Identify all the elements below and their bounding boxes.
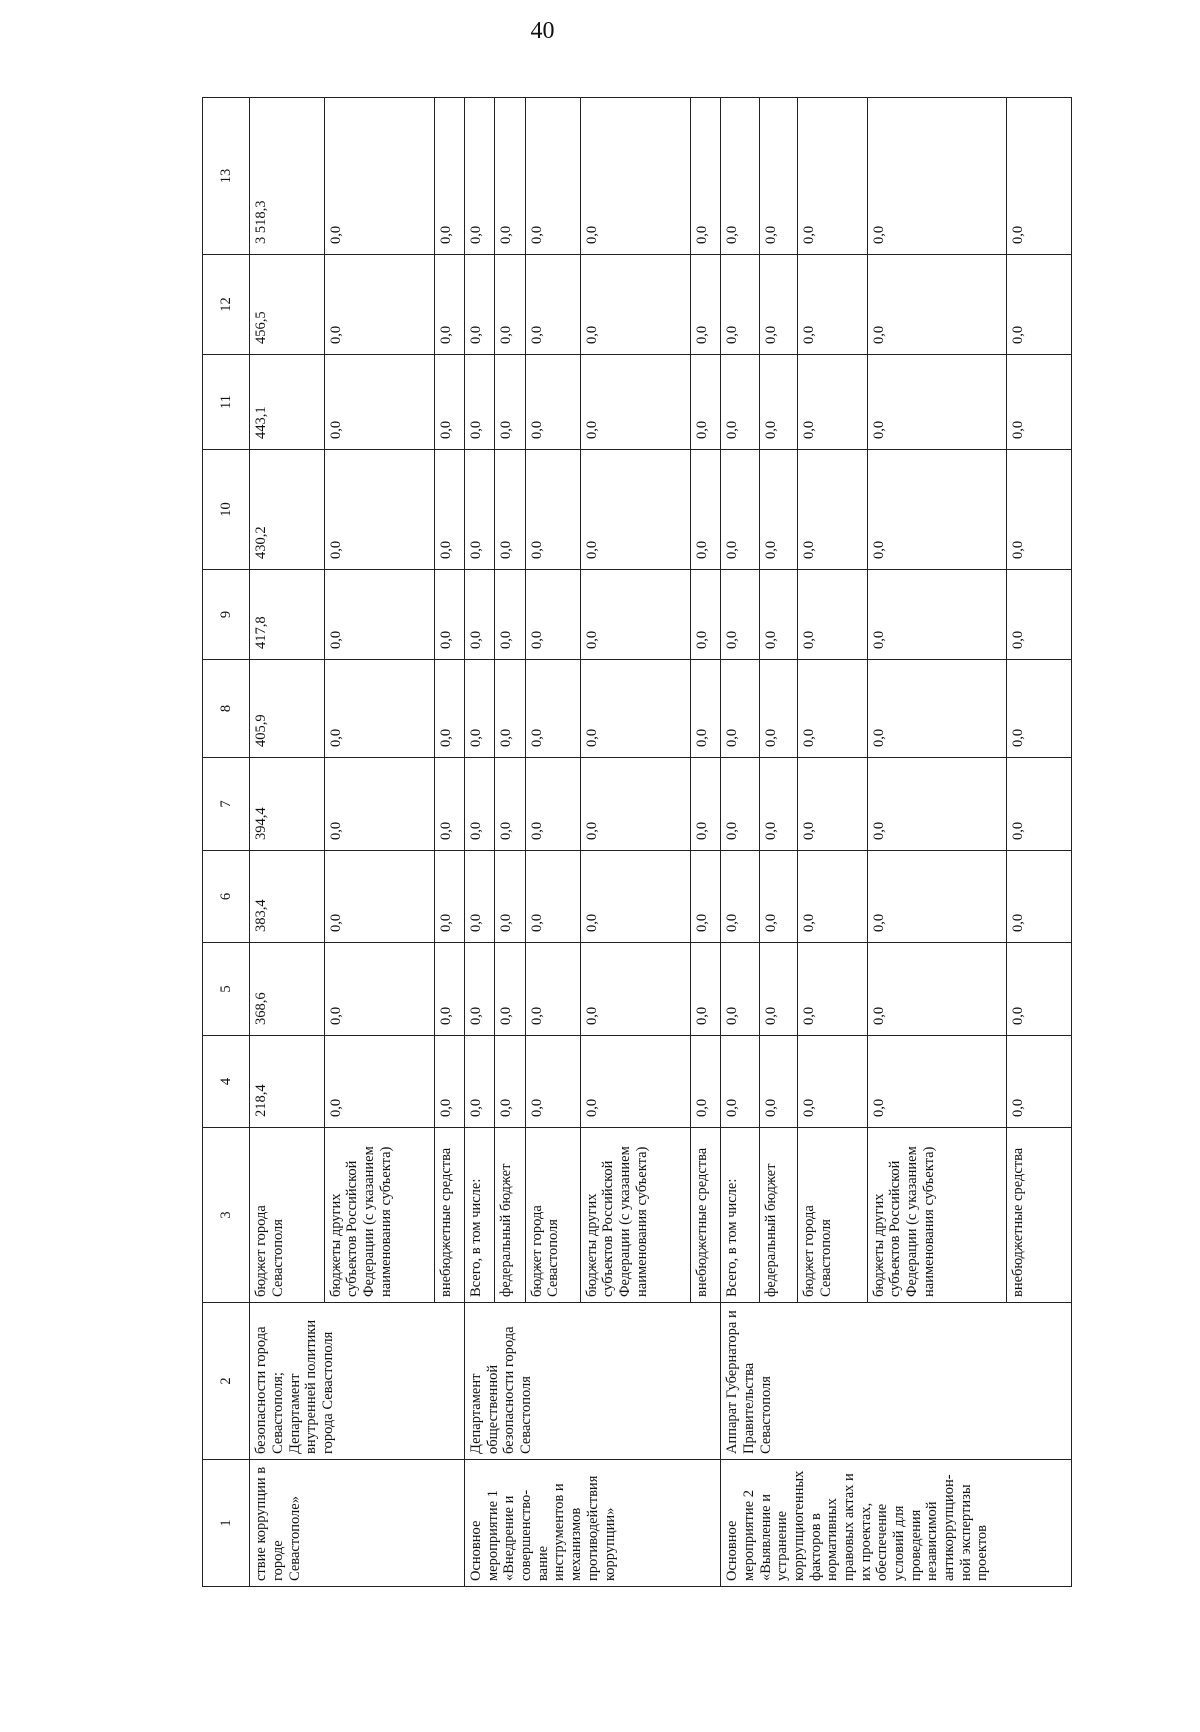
amount-cell: 0,0 [759, 851, 797, 943]
amount-cell: 0,0 [495, 355, 525, 450]
amount-cell: 0,0 [867, 758, 1006, 851]
page-number: 40 [530, 18, 555, 44]
amount-cell: 0,0 [580, 355, 690, 450]
amount-cell: 383,4 [250, 851, 324, 943]
amount-cell: 417,8 [250, 570, 324, 660]
amount-cell: 0,0 [797, 450, 867, 570]
amount-cell: 0,0 [1007, 98, 1072, 255]
amount-cell: 0,0 [525, 450, 580, 570]
amount-cell: 0,0 [759, 255, 797, 355]
column-number-1: 1 [203, 1460, 250, 1587]
amount-cell: 0,0 [465, 851, 495, 943]
amount-cell: 0,0 [580, 98, 690, 255]
header-row [203, 98, 250, 1587]
amount-cell: 0,0 [434, 758, 464, 851]
amount-cell: 368,6 [250, 943, 324, 1036]
amount-cell: 0,0 [434, 450, 464, 570]
column-number-12: 12 [203, 255, 250, 355]
amount-cell: 0,0 [1007, 1036, 1072, 1128]
amount-cell: 0,0 [434, 1036, 464, 1128]
amount-cell: 0,0 [690, 1036, 720, 1128]
activity-name-cell: Основное мероприятие 1 «Внедрение и совершенство- вание инструментов и механизмов противодействия коррупции» [465, 1460, 721, 1587]
amount-cell: 0,0 [759, 660, 797, 758]
amount-cell: 0,0 [495, 98, 525, 255]
funding-table [202, 97, 1072, 1587]
amount-cell: 0,0 [324, 851, 434, 943]
amount-cell: 0,0 [580, 758, 690, 851]
amount-cell: 0,0 [1007, 355, 1072, 450]
amount-cell: 0,0 [465, 570, 495, 660]
amount-cell: 0,0 [797, 660, 867, 758]
amount-cell: 405,9 [250, 660, 324, 758]
amount-cell: 0,0 [495, 851, 525, 943]
amount-cell: 0,0 [797, 98, 867, 255]
amount-cell: 0,0 [721, 355, 759, 450]
amount-cell: 0,0 [867, 570, 1006, 660]
responsible-executor-cell: Аппарат Губернатора и Правительства Севастополя [721, 1303, 1072, 1460]
amount-cell: 0,0 [721, 758, 759, 851]
amount-cell: 0,0 [324, 1036, 434, 1128]
column-number-3: 3 [203, 1128, 250, 1303]
amount-cell: 0,0 [495, 1036, 525, 1128]
amount-cell: 0,0 [434, 570, 464, 660]
amount-cell: 0,0 [759, 570, 797, 660]
column-number-11: 11 [203, 355, 250, 450]
amount-cell: 0,0 [797, 255, 867, 355]
amount-cell: 0,0 [580, 943, 690, 1036]
activity-name-cell: ствие коррупции в городе Севастополе» [250, 1460, 465, 1587]
amount-cell: 0,0 [495, 660, 525, 758]
amount-cell: 0,0 [525, 851, 580, 943]
amount-cell: 0,0 [324, 98, 434, 255]
table-row [721, 98, 759, 1587]
amount-cell: 0,0 [434, 98, 464, 255]
amount-cell: 0,0 [1007, 660, 1072, 758]
amount-cell: 0,0 [721, 450, 759, 570]
responsible-executor-cell: безопасности города Севастополя; Департамент внутренней политики города Севастополя [250, 1303, 465, 1460]
amount-cell: 0,0 [759, 450, 797, 570]
column-number-8: 8 [203, 660, 250, 758]
amount-cell: 0,0 [525, 255, 580, 355]
amount-cell: 0,0 [721, 255, 759, 355]
amount-cell: 0,0 [525, 1036, 580, 1128]
funding-source-cell: бюджет города Севастополя [525, 1128, 580, 1303]
amount-cell: 0,0 [465, 355, 495, 450]
amount-cell: 0,0 [690, 255, 720, 355]
column-number-7: 7 [203, 758, 250, 851]
amount-cell: 0,0 [797, 355, 867, 450]
table-row [465, 98, 495, 1587]
column-number-9: 9 [203, 570, 250, 660]
amount-cell: 218,4 [250, 1036, 324, 1128]
amount-cell: 0,0 [525, 660, 580, 758]
amount-cell: 0,0 [721, 1036, 759, 1128]
activity-name-cell: Основное мероприятие 2 «Выявление и устранение коррупциогенных факторов в нормативных правовых актах и их проектах, обеспечение условий для проведения независимой антикоррупцион- ной экспертизы проектов [721, 1460, 1072, 1587]
amount-cell: 0,0 [580, 255, 690, 355]
amount-cell: 0,0 [525, 943, 580, 1036]
amount-cell: 0,0 [690, 570, 720, 660]
column-number-4: 4 [203, 1036, 250, 1128]
amount-cell: 0,0 [867, 255, 1006, 355]
amount-cell: 394,4 [250, 758, 324, 851]
amount-cell: 0,0 [797, 1036, 867, 1128]
amount-cell: 0,0 [721, 98, 759, 255]
amount-cell: 0,0 [690, 851, 720, 943]
amount-cell: 0,0 [434, 851, 464, 943]
amount-cell: 0,0 [867, 450, 1006, 570]
funding-source-cell: Всего, в том числе: [465, 1128, 495, 1303]
responsible-executor-cell: Департамент общественной безопасности города Севастополя [465, 1303, 721, 1460]
amount-cell: 0,0 [495, 450, 525, 570]
amount-cell: 0,0 [580, 851, 690, 943]
amount-cell: 0,0 [797, 943, 867, 1036]
amount-cell: 0,0 [525, 98, 580, 255]
amount-cell: 430,2 [250, 450, 324, 570]
amount-cell: 0,0 [690, 943, 720, 1036]
amount-cell: 0,0 [690, 98, 720, 255]
amount-cell: 0,0 [580, 570, 690, 660]
amount-cell: 0,0 [324, 255, 434, 355]
amount-cell: 0,0 [1007, 450, 1072, 570]
amount-cell: 0,0 [867, 355, 1006, 450]
column-number-10: 10 [203, 450, 250, 570]
table-row [250, 98, 324, 1587]
amount-cell: 0,0 [465, 255, 495, 355]
amount-cell: 0,0 [759, 355, 797, 450]
amount-cell: 0,0 [797, 851, 867, 943]
amount-cell: 0,0 [465, 660, 495, 758]
amount-cell: 0,0 [867, 660, 1006, 758]
amount-cell: 0,0 [690, 355, 720, 450]
amount-cell: 0,0 [324, 355, 434, 450]
amount-cell: 0,0 [465, 1036, 495, 1128]
amount-cell: 0,0 [434, 355, 464, 450]
amount-cell: 0,0 [525, 570, 580, 660]
amount-cell: 0,0 [324, 660, 434, 758]
column-number-6: 6 [203, 851, 250, 943]
column-number-2: 2 [203, 1303, 250, 1460]
amount-cell: 0,0 [465, 758, 495, 851]
amount-cell: 0,0 [495, 255, 525, 355]
amount-cell: 0,0 [797, 758, 867, 851]
funding-source-cell: внебюджетные средства [690, 1128, 720, 1303]
amount-cell: 0,0 [867, 1036, 1006, 1128]
amount-cell: 0,0 [759, 1036, 797, 1128]
amount-cell: 0,0 [867, 943, 1006, 1036]
amount-cell: 0,0 [580, 450, 690, 570]
funding-source-cell: бюджеты других субъектов Российской Федерации (с указанием наименования субъекта) [324, 1128, 434, 1303]
amount-cell: 0,0 [495, 943, 525, 1036]
amount-cell: 0,0 [495, 758, 525, 851]
amount-cell: 0,0 [465, 98, 495, 255]
amount-cell: 0,0 [690, 758, 720, 851]
amount-cell: 0,0 [721, 660, 759, 758]
amount-cell: 0,0 [324, 570, 434, 660]
amount-cell: 0,0 [580, 660, 690, 758]
amount-cell: 0,0 [525, 758, 580, 851]
amount-cell: 0,0 [867, 851, 1006, 943]
amount-cell: 0,0 [797, 570, 867, 660]
amount-cell: 0,0 [525, 355, 580, 450]
amount-cell: 0,0 [1007, 255, 1072, 355]
amount-cell: 0,0 [759, 98, 797, 255]
amount-cell: 0,0 [867, 98, 1006, 255]
amount-cell: 0,0 [465, 450, 495, 570]
rotated-table-container [202, 98, 1072, 1587]
funding-source-cell: федеральный бюджет [759, 1128, 797, 1303]
amount-cell: 0,0 [434, 660, 464, 758]
funding-source-cell: бюджеты других субъектов Российской Федерации (с указанием наименования субъекта) [580, 1128, 690, 1303]
amount-cell: 0,0 [1007, 943, 1072, 1036]
amount-cell: 0,0 [324, 758, 434, 851]
amount-cell: 0,0 [434, 943, 464, 1036]
amount-cell: 0,0 [721, 851, 759, 943]
funding-source-cell: бюджеты других субъектов Российской Федерации (с указанием наименования субъекта) [867, 1128, 1006, 1303]
amount-cell: 0,0 [721, 570, 759, 660]
amount-cell: 443,1 [250, 355, 324, 450]
amount-cell: 0,0 [495, 570, 525, 660]
amount-cell: 0,0 [759, 758, 797, 851]
funding-source-cell: внебюджетные средства [434, 1128, 464, 1303]
amount-cell: 0,0 [465, 943, 495, 1036]
amount-cell: 0,0 [1007, 758, 1072, 851]
funding-source-cell: бюджет города Севастополя [797, 1128, 867, 1303]
column-number-5: 5 [203, 943, 250, 1036]
amount-cell: 456,5 [250, 255, 324, 355]
funding-source-cell: федеральный бюджет [495, 1128, 525, 1303]
column-number-13: 13 [203, 98, 250, 255]
funding-source-cell: внебюджетные средства [1007, 1128, 1072, 1303]
funding-source-cell: Всего, в том числе: [721, 1128, 759, 1303]
amount-cell: 0,0 [324, 450, 434, 570]
amount-cell: 0,0 [690, 660, 720, 758]
funding-source-cell: бюджет города Севастополя [250, 1128, 324, 1303]
amount-cell: 0,0 [721, 943, 759, 1036]
amount-cell: 0,0 [434, 255, 464, 355]
amount-cell: 0,0 [324, 943, 434, 1036]
amount-cell: 0,0 [759, 943, 797, 1036]
amount-cell: 0,0 [580, 1036, 690, 1128]
amount-cell: 0,0 [1007, 851, 1072, 943]
amount-cell: 0,0 [690, 450, 720, 570]
amount-cell: 0,0 [1007, 570, 1072, 660]
amount-cell: 3 518,3 [250, 98, 324, 255]
